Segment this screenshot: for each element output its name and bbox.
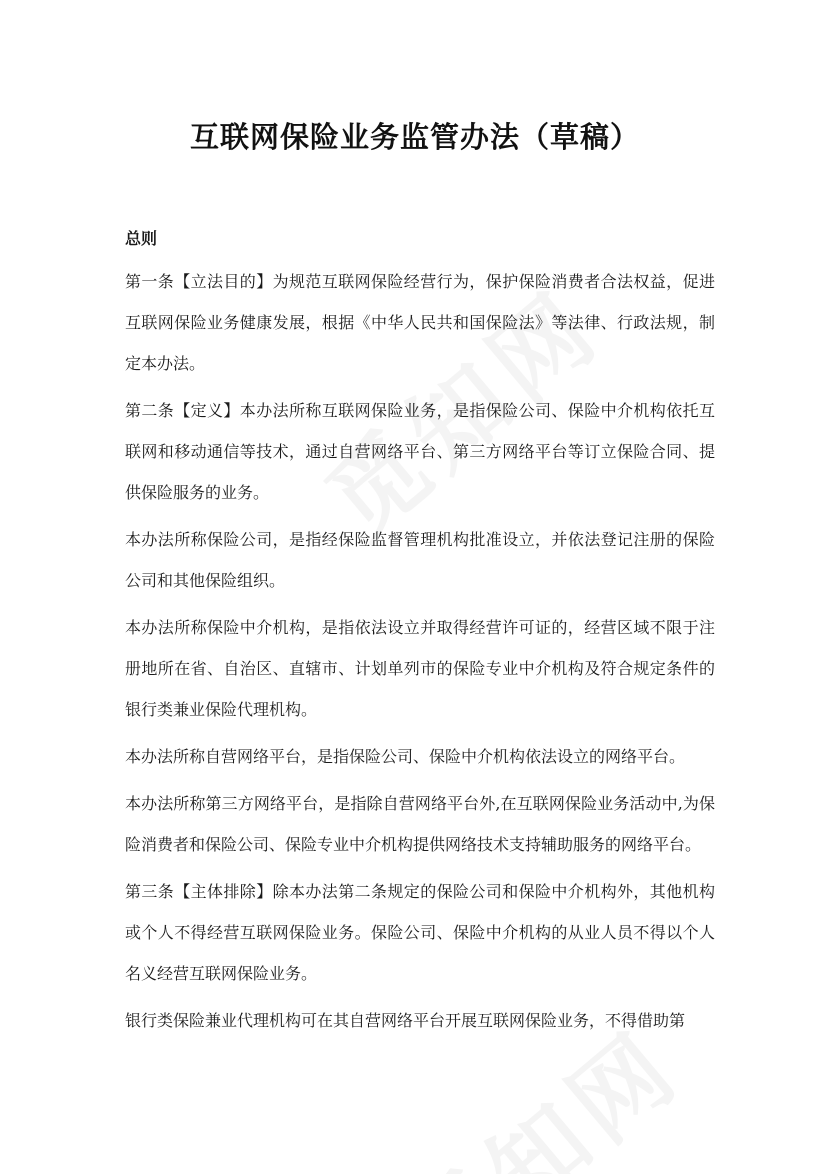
definition-insurance-company-paragraph: 本办法所称保险公司，是指经保险监督管理机构批准设立，并依法登记注册的保险公司和其他保险组织。 bbox=[125, 530, 715, 590]
article-2-paragraph: 第二条【定义】本办法所称互联网保险业务，是指保险公司、保险中介机构依托互联网和移动通信等技术，通过自营网络平台、第三方网络平台等订立保险合同、提供保险服务的业务。 bbox=[125, 401, 715, 502]
article-3-paragraph: 第三条【主体排除】除本办法第二条规定的保险公司和保险中介机构外，其他机构或个人不得经营互联网保险业务。保险公司、保险中介机构的从业人员不得以个人名义经营互联网保险业务。 bbox=[125, 882, 715, 983]
definition-self-operated-platform-paragraph: 本办法所称自营网络平台，是指保险公司、保险中介机构依法设立的网络平台。 bbox=[125, 747, 686, 766]
document-body bbox=[125, 218, 715, 1041]
definition-intermediary-paragraph: 本办法所称保险中介机构，是指依法设立并取得经营许可证的，经营区域不限于注册地所在省、自治区、直辖市、计划单列市的保险专业中介机构及符合规定条件的银行类兼业保险代理机构。 bbox=[125, 618, 715, 719]
document-title: 互联网保险业务监管办法（草稿） bbox=[189, 120, 640, 154]
article-1-paragraph: 第一条【立法目的】为规范互联网保险经营行为，保护保险消费者合法权益，促进互联网保险业务健康发展，根据《中华人民共和国保险法》等法律、行政法规，制定本办法。 bbox=[125, 272, 715, 373]
bank-agency-paragraph: 银行类保险兼业代理机构可在其自营网络平台开展互联网保险业务，不得借助第 bbox=[125, 1011, 686, 1030]
definition-third-party-platform-paragraph: 本办法所称第三方网络平台，是指除自营网络平台外,在互联网保险业务活动中,为保险消费者和保险公司、保险专业中介机构提供网络技术支持辅助服务的网络平台。 bbox=[125, 794, 715, 854]
section-heading: 总则 bbox=[125, 229, 158, 248]
